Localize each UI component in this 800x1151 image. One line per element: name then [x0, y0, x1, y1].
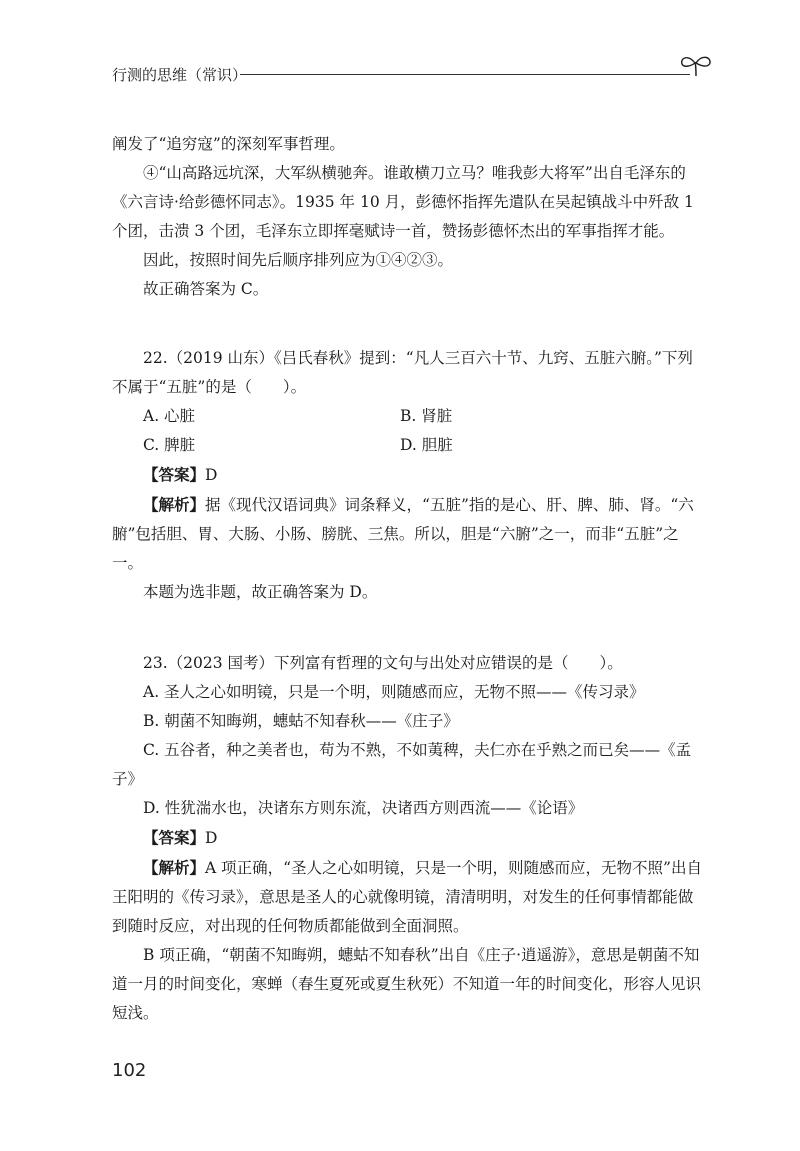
sprout-icon	[678, 52, 714, 78]
paragraph-order: 因此，按照时间先后顺序排列应为①④②③。	[143, 251, 454, 269]
header-rule	[240, 74, 690, 75]
paragraph-answer-c: 故正确答案为 C。	[143, 280, 269, 298]
question-22-option-d: D. 胆脏	[400, 436, 453, 454]
question-23-option-a: A. 圣人之心如明镜，只是一个明，则随感而应，无物不照——《传习录》	[143, 683, 645, 701]
answer-value: D	[205, 829, 218, 847]
question-22	[112, 344, 706, 607]
analysis-label: 【解析】	[143, 858, 206, 877]
question-23-answer	[112, 823, 706, 853]
question-23-analysis-b: B 项正确，“朝菌不知晦朔，蟪蛄不知春秋”出自《庄子·逍遥游》，意思是朝菌不知道一月的时间变化，寒蝉（春生夏死或夏生秋死）不知道一年的时间变化，形容人见识短浅。	[112, 946, 702, 1022]
answer-label: 【答案】	[143, 465, 206, 484]
question-22-answer	[112, 460, 706, 490]
analysis-text: 据《现代汉语词典》词条释义，“五脏”指的是心、肝、脾、肺、肾。“六腑”包括胆、胃、大肠、小肠、膀胱、三焦。所以，胆是“六腑”之一，而非“五脏”之一。	[112, 496, 694, 572]
question-23-option-c: C. 五谷者，种之美者也，苟为不熟，不如荑稗，夫仁亦在乎熟之而已矣——《孟子》	[112, 741, 692, 788]
question-23-stem: 23.（2023 国考）下列富有哲理的文句与出处对应错误的是（ ）。	[143, 654, 623, 672]
page-number: 102	[112, 1060, 147, 1081]
question-22-conclusion: 本题为选非题，故正确答案为 D。	[143, 583, 378, 601]
paragraph-item-4: ④“山高路远坑深，大军纵横驰奔。谁敢横刀立马？唯我彭大将军”出自毛泽东的《六言诗·给彭德怀同志》。1935 年 10 月，彭德怀指挥先遣队在吴起镇战斗中歼敌 1 个团，击溃 3 个团，毛泽东立即挥毫赋诗一首，赞扬彭德怀杰出的军事指挥才能。	[112, 164, 694, 240]
question-23-option-d: D. 性犹湍水也，决诸东方则东流，决诸西方则西流——《论语》	[143, 799, 584, 817]
question-22-option-a: A. 心脏	[143, 407, 196, 425]
question-22-analysis	[112, 490, 706, 578]
question-22-option-b: B. 肾脏	[400, 407, 453, 425]
running-header-title: 行测的思维（常识）	[112, 66, 248, 84]
question-22-stem: 22.（2019 山东）《吕氏春秋》提到：“凡人三百六十节、九窍、五脏六腑。”下列不属于“五脏”的是（ ）。	[112, 349, 693, 396]
question-23	[112, 649, 706, 1028]
paragraph-continuation: 阐发了“追穷寇”的深刻军事哲理。	[112, 135, 345, 153]
spacer	[112, 607, 706, 649]
analysis-label: 【解析】	[143, 495, 206, 514]
spacer	[112, 304, 706, 344]
running-header	[112, 60, 712, 90]
question-22-option-c: C. 脾脏	[143, 436, 196, 454]
question-23-option-b: B. 朝菌不知晦朔，蟪蛄不知春秋——《庄子》	[143, 712, 459, 730]
answer-value: D	[205, 466, 218, 484]
question-22-options	[112, 402, 706, 460]
analysis-text: A 项正确，“圣人之心如明镜，只是一个明，则随感而应，无物不照”出自王阳明的《传习录》，意思是圣人的心就像明镜，清清明明，对发生的任何事情都能做到随时反应，对出现的任何物质都能做到全面洞照。	[112, 859, 702, 935]
answer-label: 【答案】	[143, 828, 206, 847]
question-23-analysis	[112, 853, 706, 941]
page-body	[112, 130, 706, 1028]
